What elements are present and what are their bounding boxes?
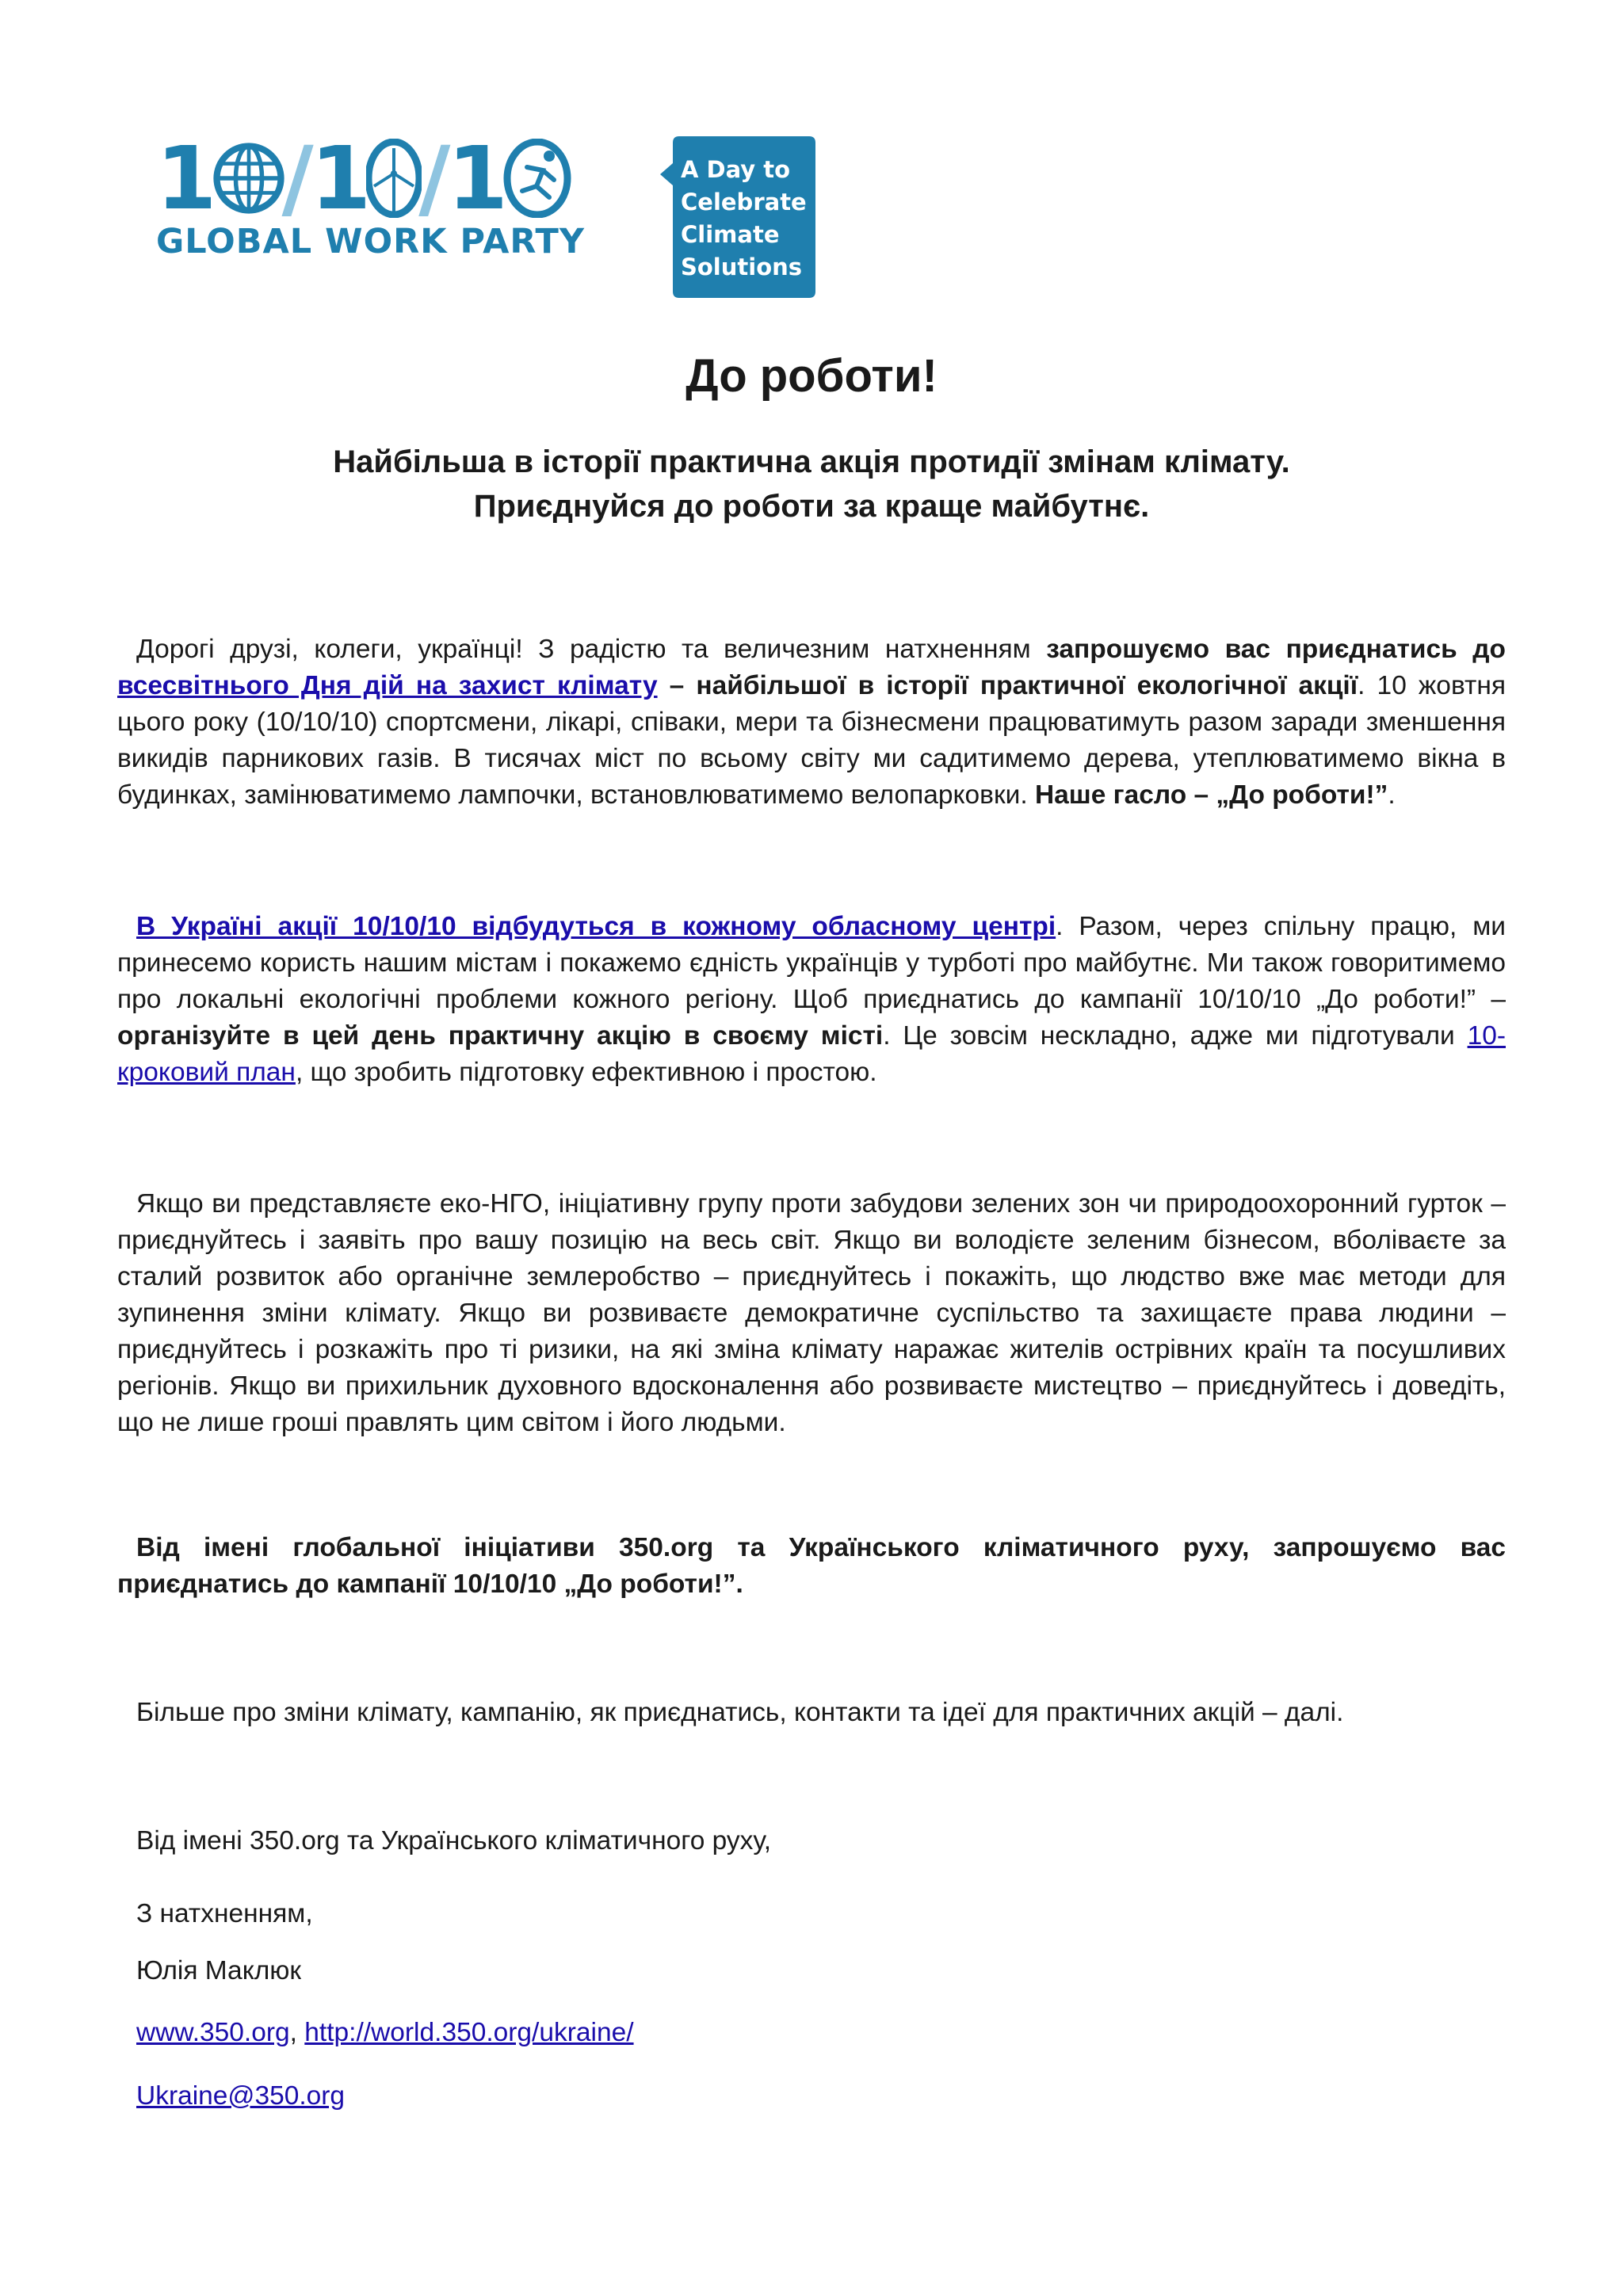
badge-line-3: Climate [681, 221, 780, 248]
wind-turbine-icon [366, 139, 422, 218]
p1-text-1: Дорогі друзі, колеги, українці! З радістю та величезним натхненням [136, 635, 1047, 664]
subtitle-line-1: Найбільша в історії практична акція протидії змінам клімату. [333, 444, 1290, 479]
logo-badge [640, 136, 815, 298]
page-title: До роботи! [685, 350, 938, 402]
logo-digit-one-3: 1 [447, 128, 504, 229]
signature-email [136, 2078, 345, 2115]
p2-bold-1: організуйте в цей день практичну акцію в своєму місті [117, 1021, 884, 1051]
paragraph-invitation-bold [117, 1530, 1506, 1603]
links-separator: , [289, 2018, 305, 2047]
global-day-link[interactable]: всесвітнього Дня дій на захист клімату [117, 671, 658, 700]
p2-text-3: , що зробить підготовку ефективною і простою. [295, 1058, 877, 1087]
p1-bold-1: запрошуємо вас приєднатись до [1046, 635, 1506, 664]
ukraine-page-link[interactable]: http://world.350.org/ukraine/ [304, 2018, 634, 2047]
signature-greeting: З натхненням, [136, 1899, 313, 1928]
badge-line-1: A Day to [681, 156, 791, 183]
logo [156, 128, 807, 301]
p1-text-3: . [1388, 780, 1396, 810]
paragraph-invitation [117, 631, 1506, 814]
p5-text: Більше про зміни клімату, кампанію, як приєднатись, контакти та ідеї для практичних акцій – далі. [136, 1698, 1344, 1727]
logo-slash-2: / [418, 128, 451, 229]
logo-numbers [156, 128, 571, 229]
ukraine-actions-link[interactable]: В Україні акції 10/10/10 відбудуться в кожному обласному центрі [136, 912, 1056, 941]
badge-line-4: Solutions [681, 254, 803, 280]
logo-tagline: GLOBAL WORK PARTY [156, 222, 586, 261]
p1-text-2: . 10 жовтня цього року (10/10/10) спортсмени, лікарі, співаки, мери та бізнесмени працюватимуть разом заради зменшення викидів парникових газів. В тисячах міст по всьому світу ми садитимемо дерева, утеплюватимемо вікна в будинках, замінюватимемо лампочки, встановлюватимемо велопарковки. [117, 671, 1506, 810]
paragraph-who-can-join [117, 1186, 1506, 1441]
paragraph-ukraine [117, 909, 1506, 1091]
signature-on-behalf: Від імені 350.org та Українського кліматичного руху, [136, 1826, 772, 1855]
ten-step-plan-link[interactable]: 10-кроковий план [117, 1021, 1506, 1087]
page-subtitle [119, 440, 1504, 528]
email-link[interactable]: Ukraine@350.org [136, 2081, 346, 2111]
logo-digit-one: 1 [156, 128, 212, 229]
p2-text-2: . Це зовсім нескладно, адже ми підготували [883, 1021, 1468, 1051]
logo-slash-1: / [281, 128, 314, 229]
p1-bold-2: – найбільшої в історії практичної екологічної акції [657, 671, 1358, 700]
logo-digit-one-2: 1 [310, 128, 367, 229]
runner-icon [503, 139, 571, 218]
p2-text-1: . Разом, через спільну працю, ми принесемо користь нашим містам і покажемо єдність українців у турботі про майбутнє. Ми також говоритимемо про локальні екологічні проблеми кожного регіону. Щоб приєднатись до кампанії 10/10/10 „До роботи!” – [117, 912, 1506, 1014]
p4-text: Від імені глобальної ініціативи 350.org та Українського кліматичного руху, запрошуємо вас приєднатись до кампанії 10/10/10 „До роботи!”. [117, 1533, 1506, 1599]
website-link[interactable]: www.350.org [136, 2018, 290, 2047]
globe-icon [212, 142, 285, 215]
badge-text [681, 154, 814, 284]
signature-name: Юлія Маклюк [136, 1956, 302, 1985]
badge-line-2: Celebrate [681, 189, 807, 215]
paragraph-more-info [117, 1695, 1506, 1731]
subtitle-line-2: Приєднуйся до роботи за краще майбутнє. [473, 489, 1150, 524]
signature-links [136, 2015, 634, 2051]
p3-text: Якщо ви представляєте еко-НГО, ініціативну групу проти забудови зелених зон чи природоохоронний гурток – приєднуйтесь і заявіть про вашу позицію на весь світ. Якщо ви володієте зеленим бізнесом, вболіваєте за сталий розвиток або органічне землеробство – приєднуйтесь і покажіть, що людство вже має методи для зупинення зміни клімату. Якщо ви розвиваєте демократичне суспільство та захищаєте права людини – приєднуйтесь і розкажіть про ті ризики, на які зміна клімату наражає жителів острівних країн та посушливих регіонів. Якщо ви прихильник духовного вдосконалення або розвиваєте мистецтво – приєднуйтесь і доведіть, що не лише гроші правлять цим світом і його людьми. [117, 1189, 1506, 1437]
p1-slogan: Наше гасло – „До роботи!” [1034, 780, 1388, 810]
